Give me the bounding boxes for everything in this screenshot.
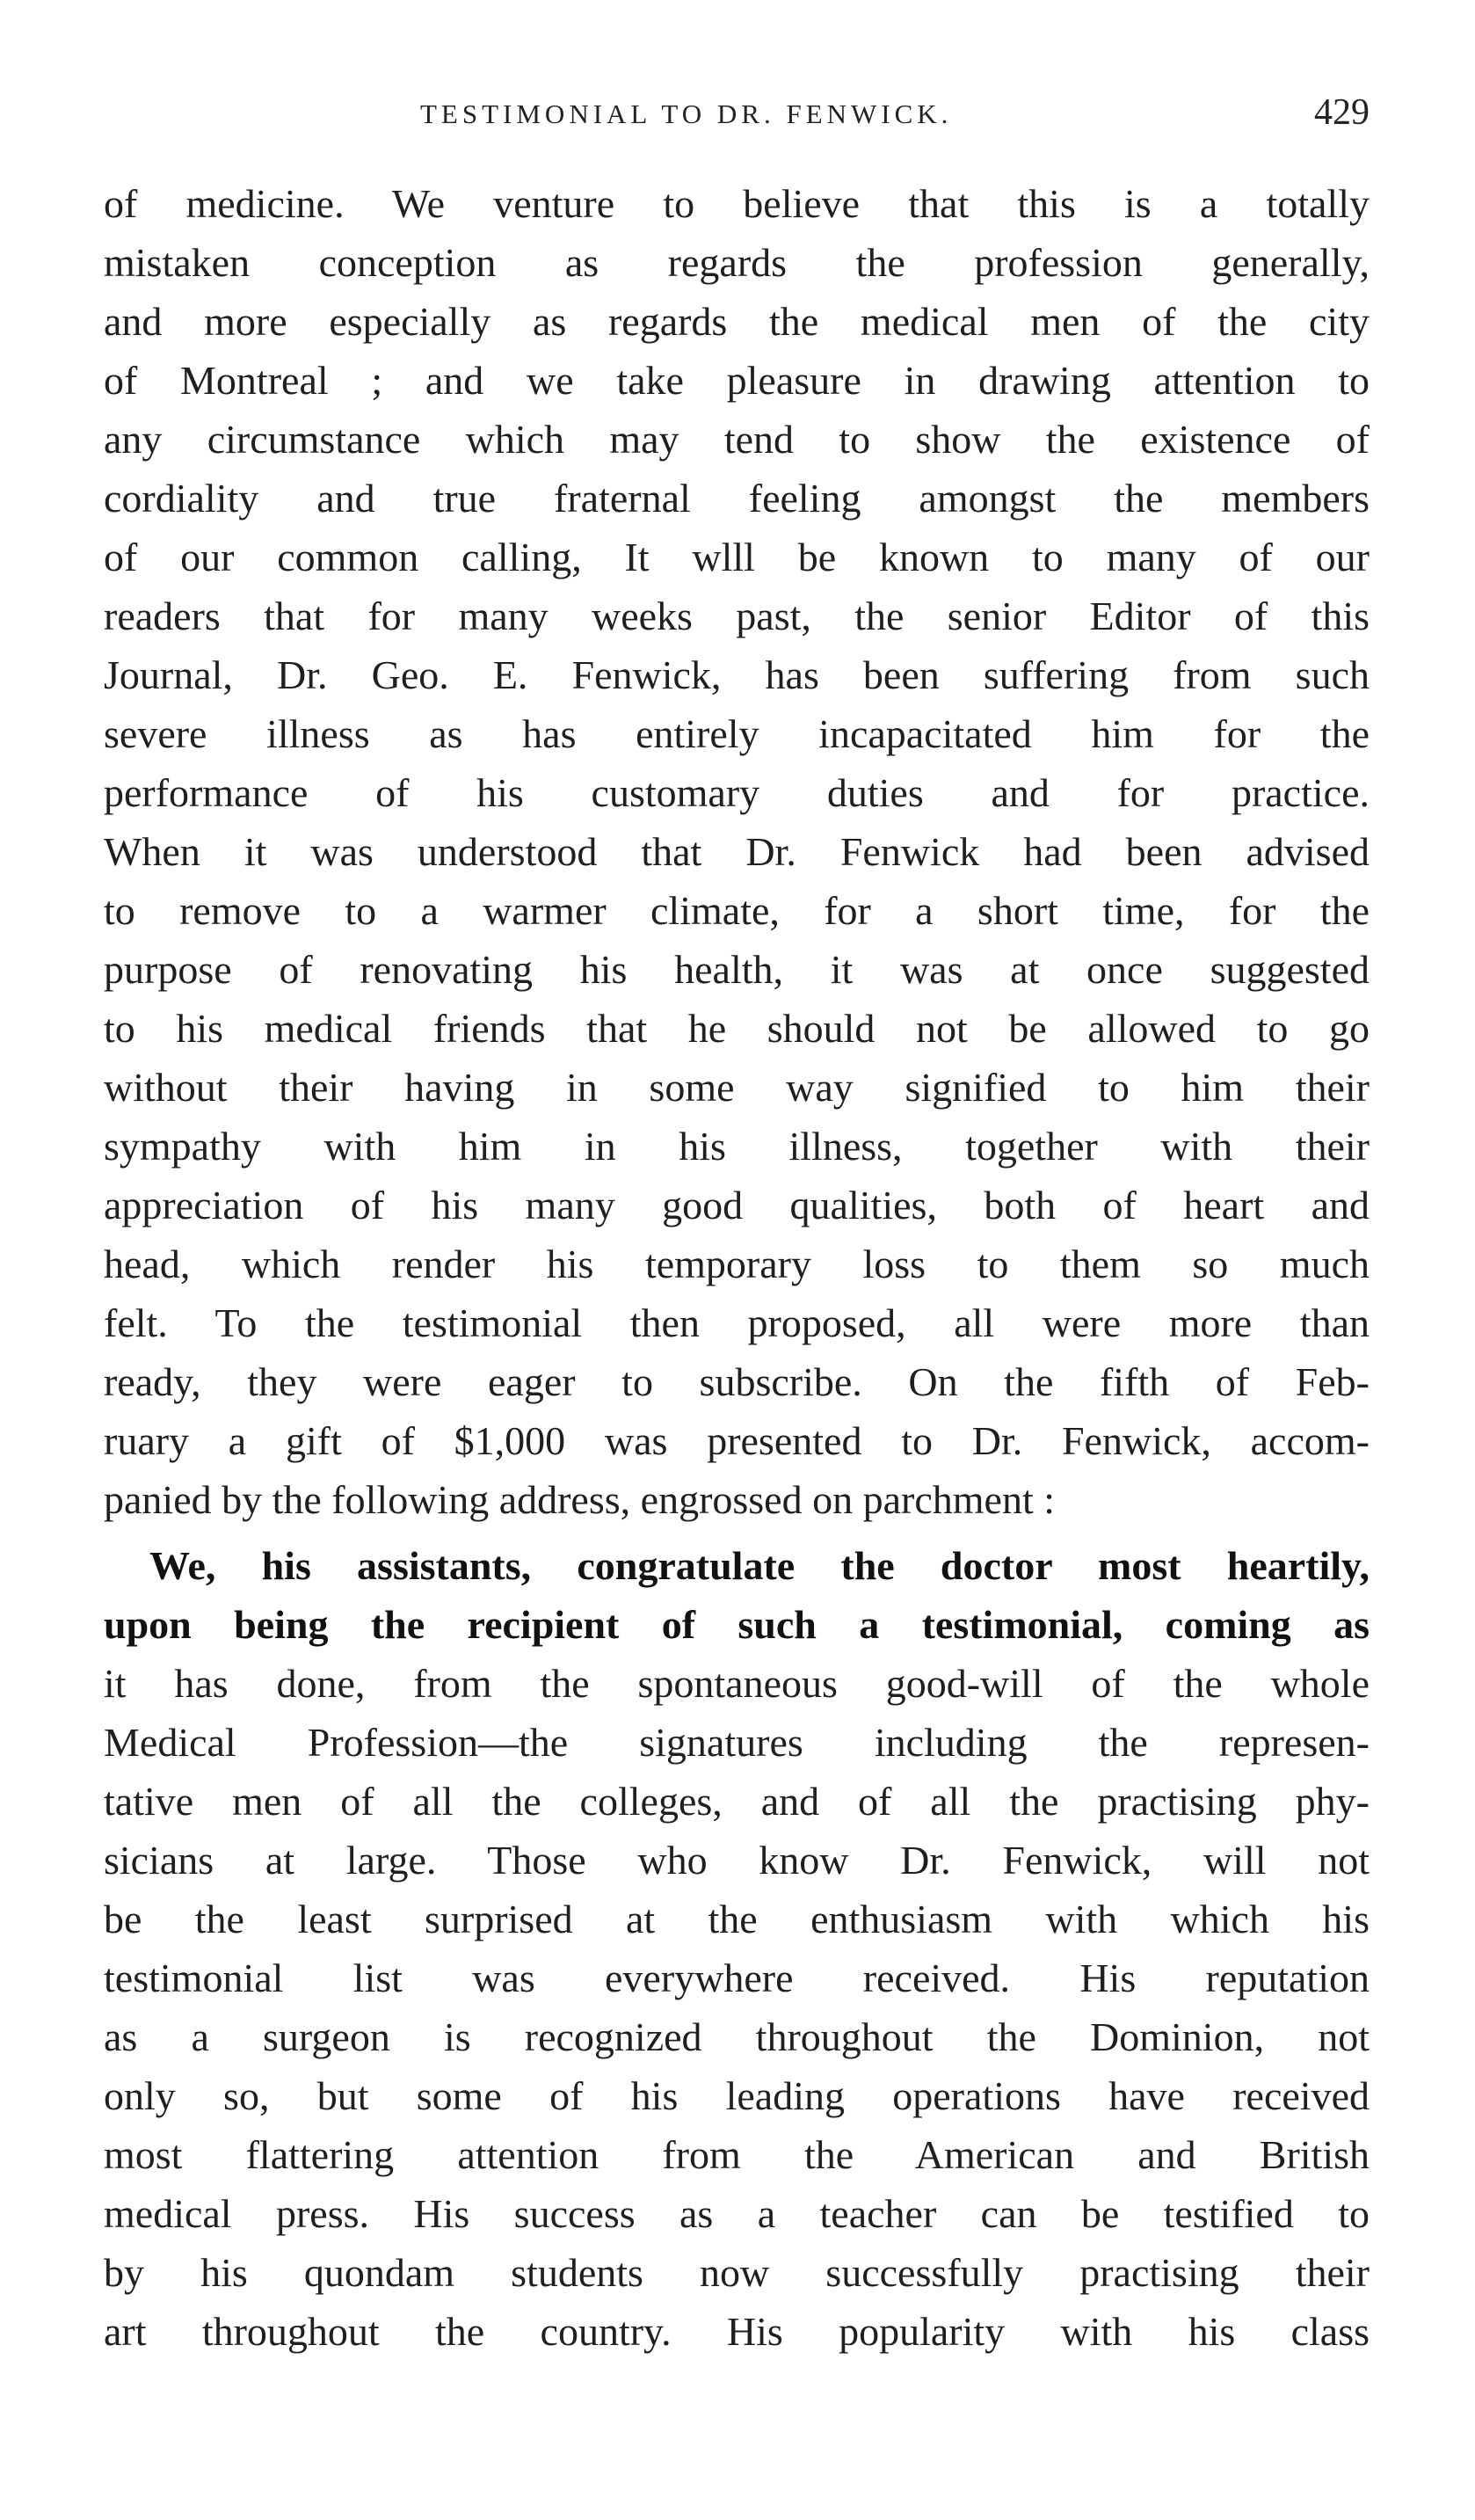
text-line: felt. To the testimonial then proposed, all were more than bbox=[104, 1300, 1370, 1345]
text-line: purpose of renovating his health, it was at once suggested bbox=[104, 947, 1370, 992]
text-line: without their having in some way signified to him their bbox=[104, 1065, 1370, 1110]
text-line: When it was understood that Dr. Fenwick had been advised bbox=[104, 829, 1370, 874]
text-line: severe illness as has entirely incapacitated him for the bbox=[104, 711, 1370, 756]
running-title: TESTIMONIAL TO DR. FENWICK. bbox=[420, 98, 953, 129]
text-line: appreciation of his many good qualities, both of heart and bbox=[104, 1183, 1370, 1227]
text-line: ready, they were eager to subscribe. On the fifth of Feb- bbox=[104, 1359, 1370, 1404]
text-line: Medical Profession—the signatures including the represen- bbox=[104, 1720, 1370, 1765]
text-line: cordiality and true fraternal feeling amongst the members bbox=[104, 476, 1370, 521]
text-line: ruary a gift of $1,000 was presented to Dr. Fenwick, accom- bbox=[104, 1418, 1370, 1463]
text-line: mistaken conception as regards the profession generally, bbox=[104, 240, 1370, 285]
text-line: sympathy with him in his illness, together with their bbox=[104, 1124, 1370, 1169]
text-line: head, which render his temporary loss to them so much bbox=[104, 1242, 1370, 1286]
text-line: be the least surprised at the enthusiasm with which his bbox=[104, 1897, 1370, 1941]
text-line: as a surgeon is recognized throughout the Dominion, not bbox=[104, 2014, 1370, 2059]
text-line: most flattering attention from the American and British bbox=[104, 2132, 1370, 2177]
text-line: it has done, from the spontaneous good-will of the whole bbox=[104, 1661, 1370, 1706]
text-line: medical press. His success as a teacher can be testified to bbox=[104, 2191, 1370, 2236]
text-line: of our common calling, It wlll be known to many of our bbox=[104, 535, 1370, 579]
body-text bbox=[104, 174, 1370, 2361]
paragraph-break bbox=[104, 1529, 1370, 1536]
text-line: and more especially as regards the medical men of the city bbox=[104, 299, 1370, 344]
text-line: only so, but some of his leading operations have received bbox=[104, 2073, 1370, 2118]
text-line: by his quondam students now successfully practising their bbox=[104, 2250, 1370, 2295]
running-head bbox=[104, 91, 1370, 141]
text-line: of medicine. We venture to believe that this is a totally bbox=[104, 181, 1370, 226]
text-line: testimonial list was everywhere received. His reputation bbox=[104, 1956, 1370, 2000]
text-line: performance of his customary duties and for practice. bbox=[104, 770, 1370, 815]
page-number: 429 bbox=[1314, 92, 1370, 133]
text-line: panied by the following address, engrossed on parchment : bbox=[104, 1477, 1056, 1522]
text-line: tative men of all the colleges, and of all the practising phy- bbox=[104, 1779, 1370, 1824]
text-line: to his medical friends that he should not be allowed to go bbox=[104, 1006, 1370, 1051]
text-line: We, his assistants, congratulate the doctor most heartily, bbox=[149, 1543, 1370, 1588]
text-line: sicians at large. Those who know Dr. Fenwick, will not bbox=[104, 1838, 1370, 1883]
text-line: Journal, Dr. Geo. E. Fenwick, has been suffering from such bbox=[104, 652, 1370, 697]
text-line: art throughout the country. His popularity with his class bbox=[104, 2309, 1370, 2354]
paragraph-1 bbox=[104, 174, 1370, 1529]
text-line: readers that for many weeks past, the senior Editor of this bbox=[104, 594, 1370, 638]
text-line: to remove to a warmer climate, for a short time, for the bbox=[104, 888, 1370, 933]
text-line: upon being the recipient of such a testimonial, coming as bbox=[104, 1602, 1370, 1647]
text-line: of Montreal ; and we take pleasure in drawing attention to bbox=[104, 358, 1370, 403]
text-line: any circumstance which may tend to show the existence of bbox=[104, 417, 1370, 462]
paragraph-2-address bbox=[104, 1536, 1370, 2361]
